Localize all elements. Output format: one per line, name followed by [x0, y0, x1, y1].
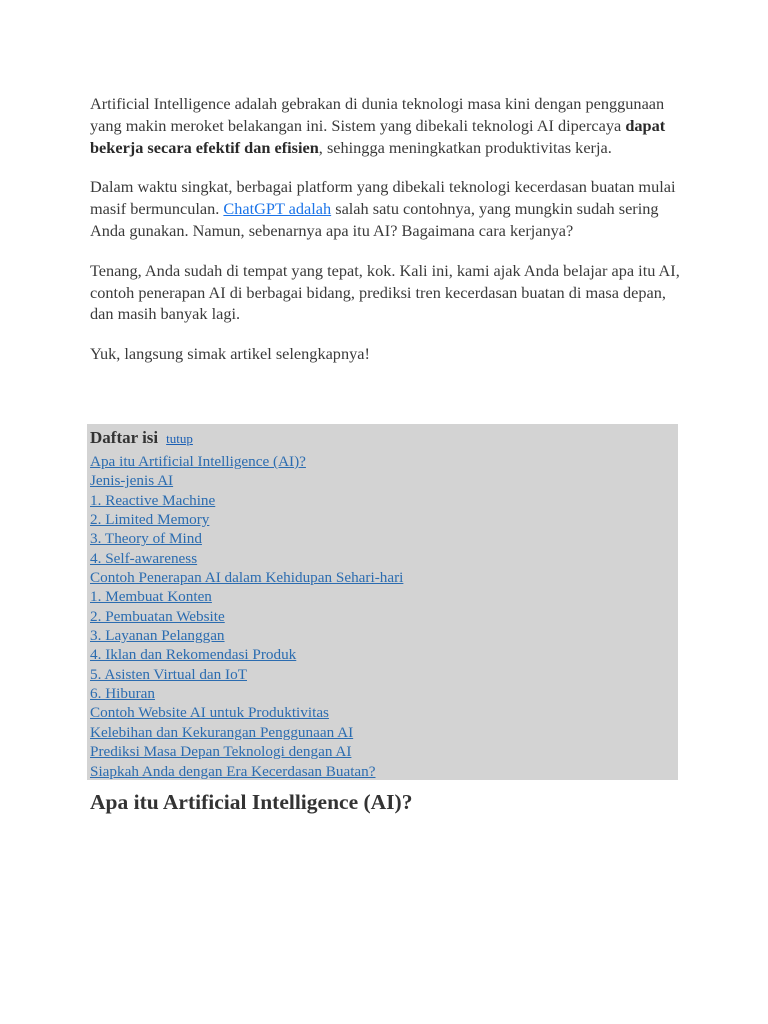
toc-toggle-link[interactable]: tutup — [166, 431, 193, 446]
intro-paragraph-2-tail: salah satu contohnya, yang mungkin sudah sering Anda gunakan. Namun, sebenarnya apa itu AI? Bagaimana cara kerjanya? — [90, 199, 659, 240]
toc-link[interactable]: Prediksi Masa Depan Teknologi dengan AI — [90, 743, 352, 761]
toc-link[interactable]: Siapkah Anda dengan Era Kecerdasan Buatan? — [90, 762, 376, 780]
table-of-contents — [87, 424, 678, 780]
toc-item — [90, 491, 678, 510]
toc-link[interactable]: Apa itu Artificial Intelligence (AI)? — [90, 453, 306, 470]
toc-item — [90, 703, 678, 722]
toc-item — [90, 607, 678, 626]
toc-link[interactable]: 2. Limited Memory — [90, 511, 210, 529]
intro-paragraph-2-text: Dalam waktu singkat, berbagai platform yang dibekali teknologi kecerdasan buatan mulai masif bermunculan. — [90, 177, 676, 219]
toc-item — [90, 471, 678, 490]
section-heading: Apa itu Artificial Intelligence (AI)? — [90, 790, 413, 814]
toc-item — [90, 742, 678, 761]
toc-link[interactable]: 2. Pembuatan Website — [90, 607, 225, 625]
article-intro — [90, 93, 680, 383]
toc-link[interactable]: 1. Reactive Machine — [90, 491, 216, 509]
toc-item — [90, 723, 678, 742]
toc-link[interactable]: Kelebihan dan Kekurangan Penggunaan AI — [90, 723, 354, 741]
toc-item — [90, 762, 678, 781]
intro-paragraph-3: Tenang, Anda sudah di tempat yang tepat, kok. Kali ini, kami ajak Anda belajar apa itu AI, contoh penerapan AI di berbagai bidang, prediksi tren kecerdasan buatan di masa depan, dan masih banyak lagi. — [90, 260, 680, 324]
toc-item — [90, 665, 678, 684]
toc-item — [90, 587, 678, 606]
intro-paragraph-4: Yuk, langsung simak artikel selengkapnya! — [90, 344, 370, 364]
toc-item — [90, 645, 678, 664]
toc-link[interactable]: 3. Layanan Pelanggan — [90, 627, 225, 645]
toc-item — [90, 510, 678, 529]
toc-item — [90, 549, 678, 568]
toc-link[interactable]: Contoh Website AI untuk Produktivitas — [90, 704, 329, 722]
toc-list — [90, 452, 678, 781]
toc-item — [90, 684, 678, 703]
chatgpt-link[interactable]: ChatGPT adalah — [223, 199, 332, 219]
intro-paragraph-1-text: Artificial Intelligence adalah gebrakan di dunia teknologi masa kini dengan penggunaan yang makin meroket belakangan ini. Sistem yang dibekali teknologi AI dipercaya — [90, 94, 665, 135]
toc-link[interactable]: 4. Iklan dan Rekomendasi Produk — [90, 646, 297, 664]
intro-paragraph-1-tail: , sehingga meningkatkan produktivitas kerja. — [318, 137, 612, 157]
toc-link[interactable]: Contoh Penerapan AI dalam Kehidupan Sehari-hari — [90, 569, 404, 587]
intro-paragraph-2 — [90, 176, 680, 241]
toc-item — [90, 529, 678, 548]
intro-paragraph-1 — [90, 93, 680, 158]
intro-paragraph-1-bold: dapat bekerja secara efektif dan efisien — [90, 115, 666, 157]
toc-title: Daftar isi — [90, 428, 159, 447]
toc-item — [90, 568, 678, 587]
toc-link[interactable]: 3. Theory of Mind — [90, 530, 202, 548]
toc-link[interactable]: 5. Asisten Virtual dan IoT — [90, 665, 247, 683]
toc-item — [90, 626, 678, 645]
toc-item — [90, 452, 678, 471]
toc-link[interactable]: 6. Hiburan — [90, 685, 155, 703]
toc-link[interactable]: 1. Membuat Konten — [90, 588, 212, 606]
toc-link[interactable]: Jenis-jenis AI — [90, 472, 174, 490]
toc-link[interactable]: 4. Self-awareness — [90, 549, 198, 567]
toc-header — [90, 424, 678, 452]
